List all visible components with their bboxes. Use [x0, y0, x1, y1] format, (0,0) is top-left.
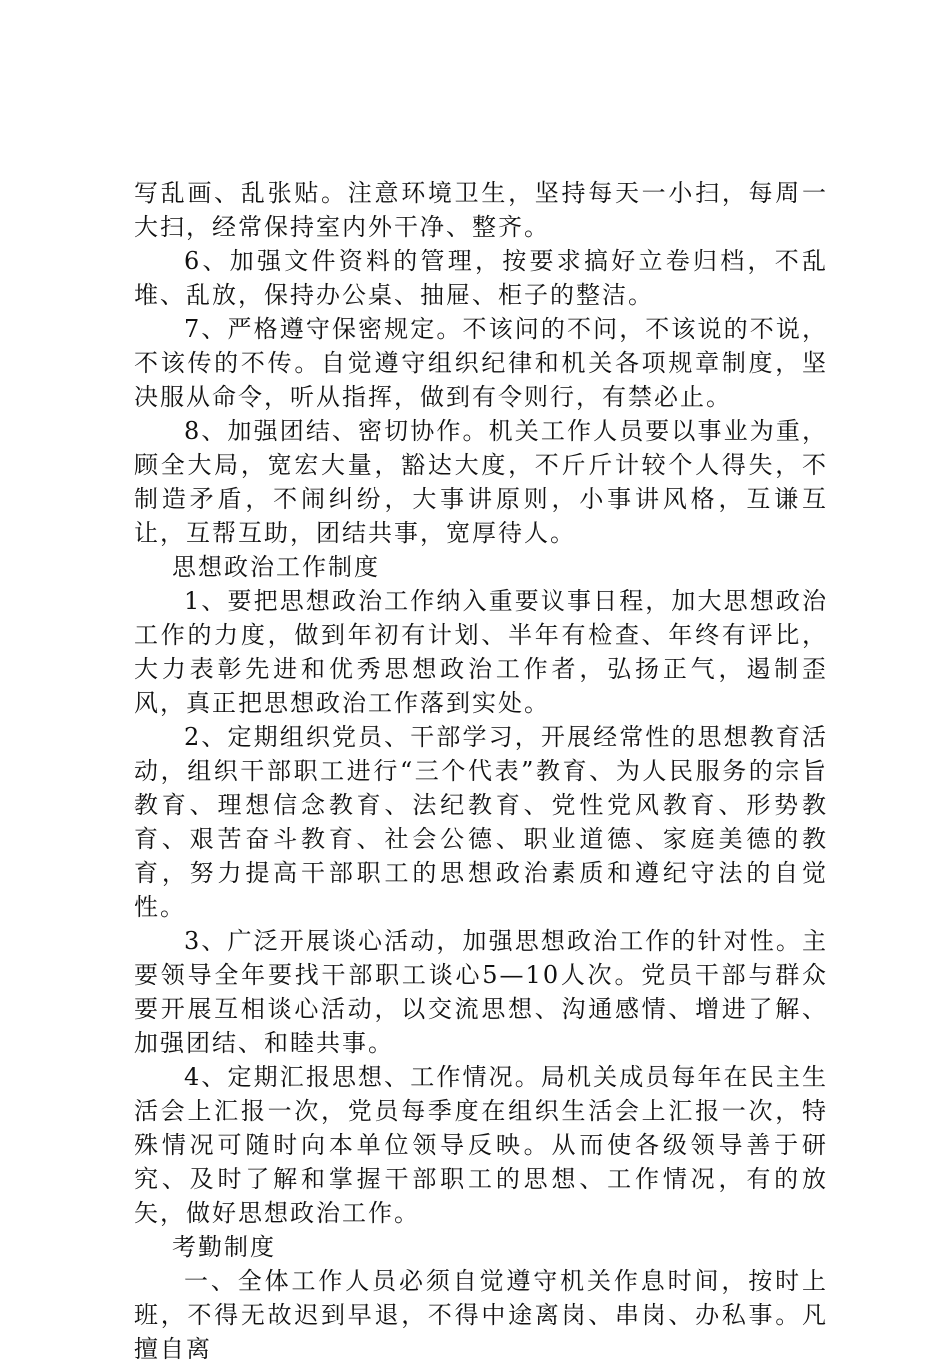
- paragraph-ideology-item-2: 2、定期组织党员、干部学习，开展经常性的思想教育活动，组织干部职工进行“三个代表”教育、为人民服务的宗旨教育、理想信念教育、法纪教育、党性党风教育、形势教育、艰苦奋斗教育、社会公德、职业道德、家庭美德的教育，努力提高干部职工的思想政治素质和遵纪守法的自觉性。: [134, 723, 828, 921]
- document-page: [134, 176, 828, 1366]
- paragraph-ideology-item-3: 3、广泛开展谈心活动，加强思想政治工作的针对性。主要领导全年要找干部职工谈心5—10人次。党员干部与群众要开展互相谈心活动，以交流思想、沟通感情、增进了解、加强团结、和睦共事。: [134, 927, 828, 1057]
- paragraph-hygiene-continued: 写乱画、乱张贴。注意环境卫生，坚持每天一小扫，每周一大扫，经常保持室内外干净、整齐。: [134, 179, 828, 241]
- section-heading-attendance: 考勤制度: [172, 1233, 276, 1261]
- paragraph-item-7: 7、严格遵守保密规定。不该问的不问，不该说的不说，不该传的不传。自觉遵守组织纪律和机关各项规章制度，坚决服从命令，听从指挥，做到有令则行，有禁必止。: [134, 315, 828, 411]
- paragraph-attendance-item-1: 一、全体工作人员必须自觉遵守机关作息时间，按时上班，不得无故迟到早退，不得中途离岗、串岗、办私事。凡擅自离: [134, 1267, 828, 1363]
- paragraph-item-8: 8、加强团结、密切协作。机关工作人员要以事业为重，顾全大局，宽宏大量，豁达大度，不斤斤计较个人得失，不制造矛盾，不闹纠纷，大事讲原则，小事讲风格，互谦互让，互帮互助，团结共事，宽厚待人。: [134, 417, 828, 547]
- paragraph-ideology-item-1: 1、要把思想政治工作纳入重要议事日程，加大思想政治工作的力度，做到年初有计划、半年有检查、年终有评比，大力表彰先进和优秀思想政治工作者，弘扬正气，遏制歪风，真正把思想政治工作落到实处。: [134, 587, 828, 717]
- paragraph-item-6: 6、加强文件资料的管理，按要求搞好立卷归档，不乱堆、乱放，保持办公桌、抽屉、柜子的整洁。: [134, 247, 828, 309]
- paragraph-ideology-item-4: 4、定期汇报思想、工作情况。局机关成员每年在民主生活会上汇报一次，党员每季度在组织生活会上汇报一次，特殊情况可随时向本单位领导反映。从而使各级领导善于研究、及时了解和掌握干部职工的思想、工作情况，有的放矢，做好思想政治工作。: [134, 1063, 828, 1227]
- section-heading-ideological-work: 思想政治工作制度: [172, 553, 380, 581]
